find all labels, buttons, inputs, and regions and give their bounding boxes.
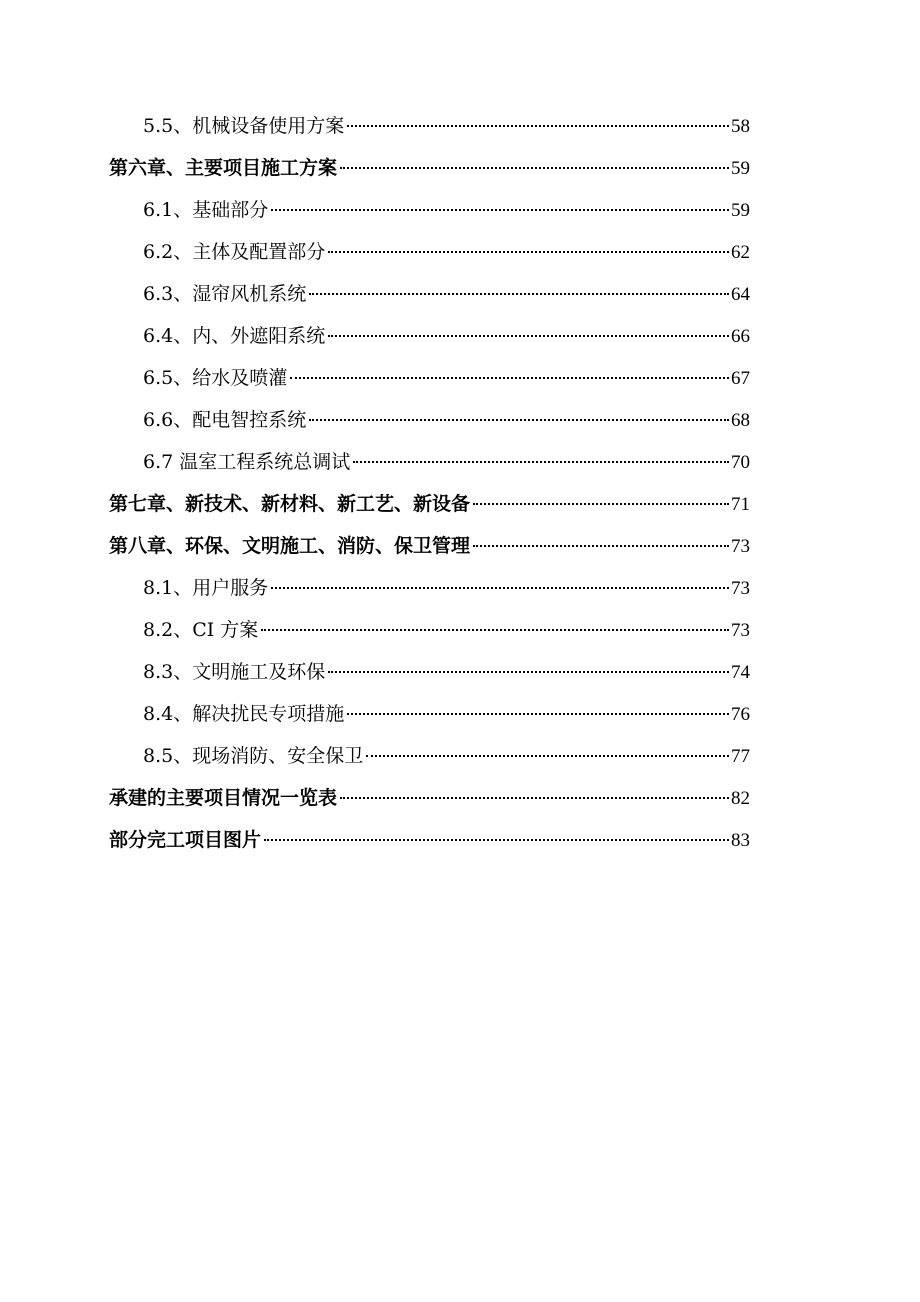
toc-entry-6-4[interactable]: [109, 315, 750, 357]
toc-entry-title: 第六章、主要项目施工方案: [109, 157, 338, 179]
toc-dot-leader: [366, 755, 729, 757]
toc-page-number: 73: [731, 578, 750, 599]
toc-dot-leader: [353, 461, 729, 463]
toc-entry-8-2[interactable]: [109, 609, 750, 651]
toc-page-number: 58: [731, 116, 750, 137]
toc-entry-6-1[interactable]: [109, 189, 750, 231]
toc-dot-leader: [473, 545, 729, 547]
toc-page-number: 70: [731, 452, 750, 473]
toc-entry-title: 8.5、现场消防、安全保卫: [143, 745, 364, 767]
toc-entry-title: 部分完工项目图片: [109, 829, 262, 851]
toc-entry-title: 6.1、基础部分: [143, 199, 269, 221]
toc-page-number: 71: [731, 494, 750, 515]
toc-page-number: 77: [731, 746, 750, 767]
toc-page-number: 59: [731, 200, 750, 221]
toc-dot-leader: [340, 797, 729, 799]
toc-entry-5-5[interactable]: [109, 105, 750, 147]
toc-entry-project-photos[interactable]: [109, 819, 750, 861]
toc-entry-6-2[interactable]: [109, 231, 750, 273]
toc-entry-title: 8.3、文明施工及环保: [143, 661, 326, 683]
toc-entry-chapter-7[interactable]: [109, 483, 750, 525]
toc-dot-leader: [328, 251, 729, 253]
toc-page-number: 74: [731, 662, 750, 683]
toc-entry-title: 8.4、解决扰民专项措施: [143, 703, 345, 725]
toc-entry-projects-overview[interactable]: [109, 777, 750, 819]
toc-entry-6-7[interactable]: [109, 441, 750, 483]
toc-entry-title: 6.4、内、外遮阳系统: [143, 325, 326, 347]
toc-entry-title: 5.5、机械设备使用方案: [143, 115, 345, 137]
toc-entry-title: 第八章、环保、文明施工、消防、保卫管理: [109, 535, 471, 557]
toc-dot-leader: [261, 629, 729, 631]
toc-page-number: 68: [731, 410, 750, 431]
toc-entry-chapter-6[interactable]: [109, 147, 750, 189]
toc-entry-6-3[interactable]: [109, 273, 750, 315]
toc-dot-leader: [309, 293, 729, 295]
toc-page-number: 59: [731, 158, 750, 179]
toc-entry-title: 第七章、新技术、新材料、新工艺、新设备: [109, 493, 471, 515]
toc-dot-leader: [328, 671, 729, 673]
toc-entry-title: 6.5、给水及喷灌: [143, 367, 288, 389]
toc-entry-title: 6.7 温室工程系统总调试: [143, 451, 351, 473]
toc-entry-title: 8.1、用户服务: [143, 577, 269, 599]
toc-dot-leader: [264, 839, 729, 841]
toc-dot-leader: [328, 335, 729, 337]
toc-entry-6-6[interactable]: [109, 399, 750, 441]
toc-entry-title: 承建的主要项目情况一览表: [109, 787, 338, 809]
toc-dot-leader: [340, 167, 729, 169]
toc-page-number: 82: [731, 788, 750, 809]
toc-entry-8-4[interactable]: [109, 693, 750, 735]
toc-page-number: 73: [731, 620, 750, 641]
toc-dot-leader: [271, 587, 729, 589]
toc-entry-6-5[interactable]: [109, 357, 750, 399]
toc-entry-title: 6.2、主体及配置部分: [143, 241, 326, 263]
toc-entry-chapter-8[interactable]: [109, 525, 750, 567]
toc-dot-leader: [290, 377, 729, 379]
toc-entry-title: 8.2、CI 方案: [143, 619, 259, 641]
toc-page-number: 76: [731, 704, 750, 725]
toc-page-number: 64: [731, 284, 750, 305]
toc-dot-leader: [347, 125, 729, 127]
toc-entry-title: 6.6、配电智控系统: [143, 409, 307, 431]
toc-dot-leader: [309, 419, 729, 421]
toc-page-number: 67: [731, 368, 750, 389]
toc-dot-leader: [473, 503, 729, 505]
toc-entry-title: 6.3、湿帘风机系统: [143, 283, 307, 305]
toc-page-number: 73: [731, 536, 750, 557]
toc-entry-8-1[interactable]: [109, 567, 750, 609]
toc-entry-8-5[interactable]: [109, 735, 750, 777]
toc-dot-leader: [347, 713, 729, 715]
toc-page-number: 66: [731, 326, 750, 347]
toc-entry-8-3[interactable]: [109, 651, 750, 693]
toc-page-number: 83: [731, 830, 750, 851]
toc-page-number: 62: [731, 242, 750, 263]
table-of-contents: [109, 105, 750, 861]
toc-dot-leader: [271, 209, 729, 211]
